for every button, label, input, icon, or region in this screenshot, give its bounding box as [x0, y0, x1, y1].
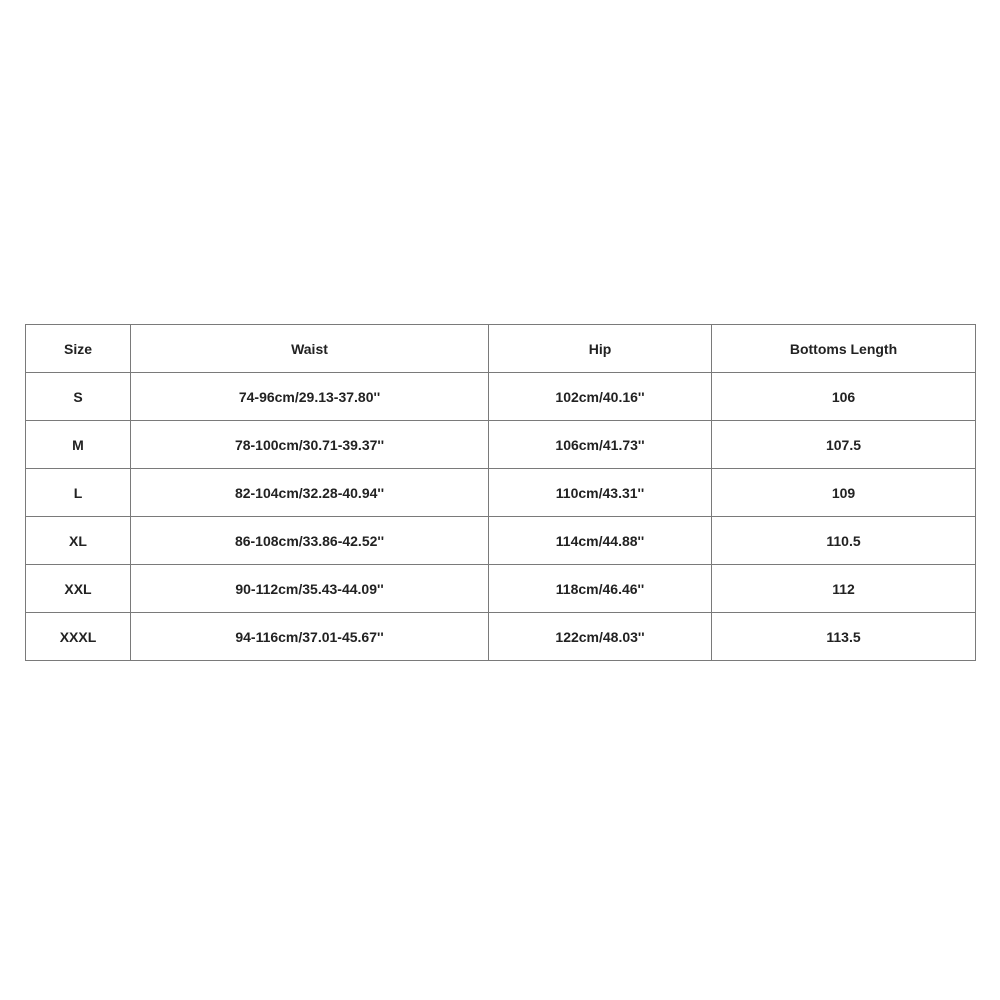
header-size: Size — [26, 325, 131, 373]
cell-waist: 86-108cm/33.86-42.52'' — [131, 517, 489, 565]
cell-hip: 118cm/46.46'' — [489, 565, 712, 613]
cell-hip: 110cm/43.31'' — [489, 469, 712, 517]
table-row — [26, 421, 976, 469]
cell-bottoms-length: 112 — [712, 565, 976, 613]
cell-hip: 114cm/44.88'' — [489, 517, 712, 565]
header-bottoms-length: Bottoms Length — [712, 325, 976, 373]
cell-bottoms-length: 109 — [712, 469, 976, 517]
cell-bottoms-length: 113.5 — [712, 613, 976, 661]
table-header-row — [26, 325, 976, 373]
table-row — [26, 613, 976, 661]
cell-waist: 90-112cm/35.43-44.09'' — [131, 565, 489, 613]
cell-bottoms-length: 110.5 — [712, 517, 976, 565]
cell-waist: 82-104cm/32.28-40.94'' — [131, 469, 489, 517]
cell-hip: 102cm/40.16'' — [489, 373, 712, 421]
size-chart-table — [25, 324, 976, 661]
table-row — [26, 517, 976, 565]
cell-size: XXXL — [26, 613, 131, 661]
table-row — [26, 373, 976, 421]
header-waist: Waist — [131, 325, 489, 373]
table-row — [26, 469, 976, 517]
cell-hip: 122cm/48.03'' — [489, 613, 712, 661]
cell-size: S — [26, 373, 131, 421]
table-row — [26, 565, 976, 613]
cell-size: L — [26, 469, 131, 517]
cell-bottoms-length: 107.5 — [712, 421, 976, 469]
cell-hip: 106cm/41.73'' — [489, 421, 712, 469]
cell-size: XL — [26, 517, 131, 565]
cell-waist: 78-100cm/30.71-39.37'' — [131, 421, 489, 469]
cell-bottoms-length: 106 — [712, 373, 976, 421]
cell-size: XXL — [26, 565, 131, 613]
cell-size: M — [26, 421, 131, 469]
header-hip: Hip — [489, 325, 712, 373]
cell-waist: 94-116cm/37.01-45.67'' — [131, 613, 489, 661]
cell-waist: 74-96cm/29.13-37.80'' — [131, 373, 489, 421]
